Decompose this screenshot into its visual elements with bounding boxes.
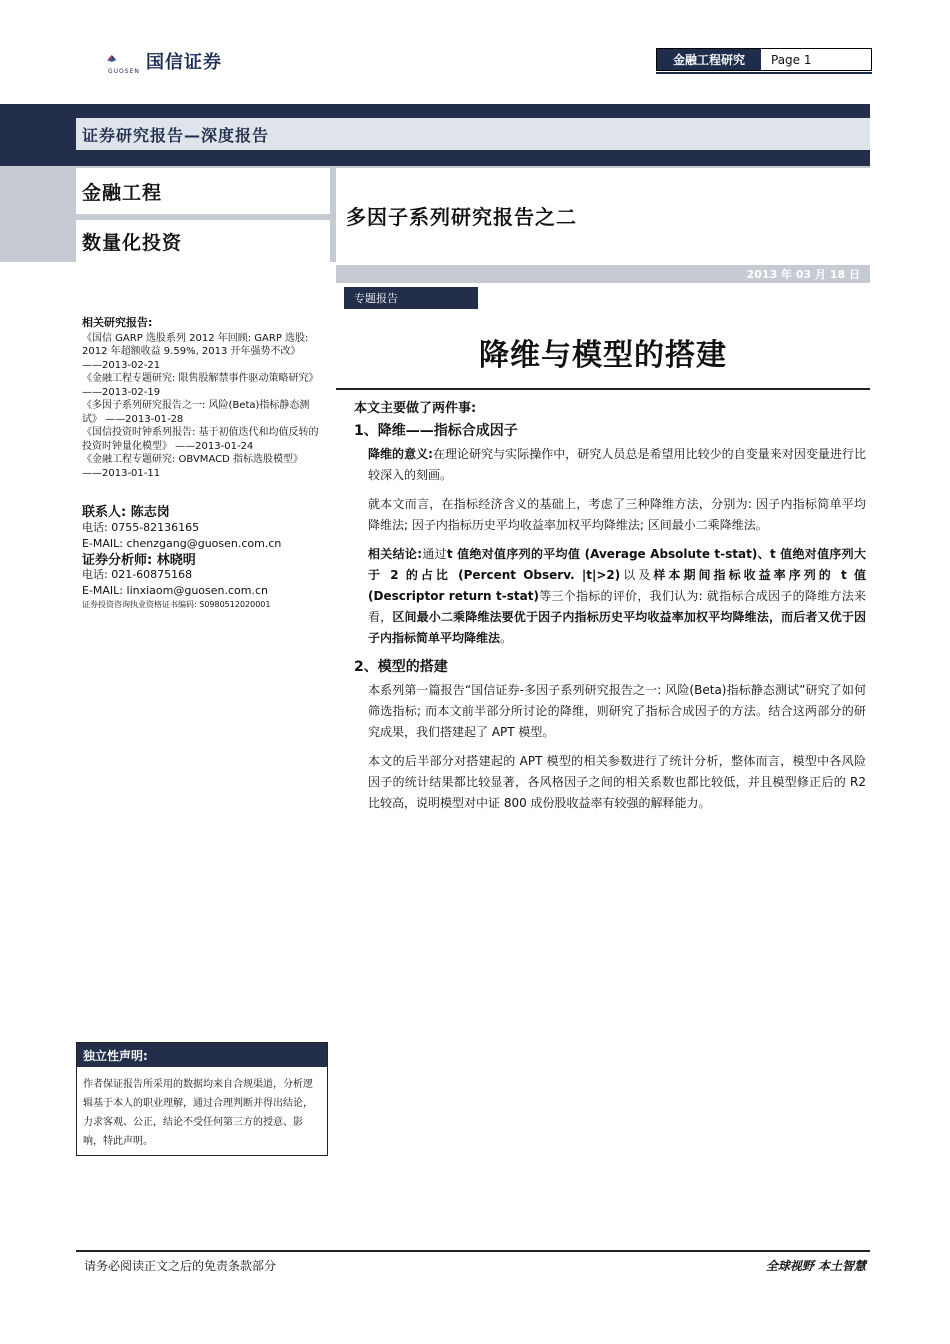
series-title: 多因子系列研究报告之二	[336, 168, 870, 262]
report-date: 2013 年 03 月 18 日	[336, 265, 870, 283]
analyst-label: 证券分析师: 林晓明	[82, 552, 196, 568]
independence-body: 作者保证报告所采用的数据均来自合规渠道，分析逻辑基于本人的职业理解，通过合理判断并得出结论，力求客观、公正，结论不受任何第三方的授意、影响，特此声明。	[83, 1079, 313, 1147]
sidebar	[82, 316, 322, 611]
section-1-para-3: 相关结论:通过t 值绝对值序列的平均值 (Average Absolute t-stat)、t 值绝对值序列大于 2 的占比 (Percent Observ. |t|>2)以及样本期间指标收益率序列的 t 值 (Descriptor return t-stat)等三个指标的评价，我们认为: 就指标合成因子的降维方法来看，区间最小二乘降维法要优于因子内指标历史平均收益率加权平均降维法，而后者又优于因子内指标简单平均降维法。	[368, 547, 867, 645]
title-rule	[336, 388, 870, 390]
related-item: 《金融工程专题研究: 限售股解禁事件驱动策略研究》 ——2013-02-19	[82, 373, 319, 398]
section-1-title: 1、降维——指标合成因子	[354, 423, 518, 439]
related-item: 《国信 GARP 选股系列 2012 年回顾: GARP 选股: 2012 年超额收益 9.59%, 2013 开年强势不改》 ——2013-02-21	[82, 332, 309, 371]
cert-number: 证券投资咨询执业资格证书编码: S0980512020001	[82, 600, 271, 609]
contact-label: 联系人: 陈志岗	[82, 505, 170, 520]
analyst-phone: 电话: 021-60875168	[82, 568, 193, 581]
report-type: 证券研究报告—深度报告	[76, 118, 870, 150]
independence-box	[76, 1042, 328, 1156]
contact-email[interactable]: E-MAIL: chenzgang@guosen.com.cn	[82, 536, 282, 550]
related-item: 《国信投资时钟系列报告: 基于初值迭代和均值反转的投资时钟量化模型》 ——2013-01-24	[82, 427, 319, 452]
related-item: 《多因子系列研究报告之一: 风险(Beta)指标静态测试》 ——2013-01-28	[82, 400, 310, 425]
category-primary: 金融工程	[76, 168, 330, 214]
section-1-para-2: 就本文而言，在指标经济含义的基础上，考虑了三种降维方法，分别为: 因子内指标简单平均降维法; 因子内指标历史平均收益率加权平均降维法; 区间最小二乘降维法。	[368, 497, 866, 532]
footer-slogan: 全球视野 本土智慧	[765, 1259, 866, 1273]
main-content	[354, 398, 866, 822]
section-1-para-1: 降维的意义:在理论研究与实际操作中，研究人员总是希望用比较少的自变量来对因变量进行比较深入的刻画。	[368, 447, 866, 482]
brand-name: 国信证券	[146, 52, 222, 73]
page-title: 降维与模型的搭建	[479, 338, 727, 373]
related-item: 《金融工程专题研究: OBVMACD 指标选股模型》 ——2013-01-11	[82, 454, 303, 479]
header-box	[656, 48, 872, 71]
summary-lead: 本文主要做了两件事:	[354, 401, 477, 416]
footer-disclaimer: 请务必阅读正文之后的免责条款部分	[84, 1259, 277, 1273]
brand-sub: GUOSEN	[108, 68, 140, 75]
related-heading: 相关研究报告:	[82, 316, 153, 329]
contact-phone: 电话: 0755-82136165	[82, 520, 200, 534]
report-tag: 专题报告	[344, 287, 478, 309]
section-2-para-1: 本系列第一篇报告“国信证券-多因子系列研究报告之一: 风险(Beta)指标静态测试”研究了如何筛选指标; 而本文前半部分所讨论的降维，则研究了指标合成因子的方法。结合这两部分的研究成果，我们搭建起了 APT 模型。	[368, 683, 866, 739]
header-dept: 金融工程研究	[657, 49, 761, 70]
independence-heading: 独立性声明:	[77, 1043, 327, 1067]
page-number: Page 1	[771, 52, 812, 67]
footer-rule	[76, 1250, 870, 1252]
header-rule	[656, 72, 872, 74]
category-secondary: 数量化投资	[76, 220, 330, 262]
section-2-title: 2、模型的搭建	[354, 659, 448, 675]
section-2-para-2: 本文的后半部分对搭建起的 APT 模型的相关参数进行了统计分析，整体而言，模型中各风险因子的统计结果都比较显著，各风格因子之间的相关系数也都比较低，并且模型修正后的 R2 比较高，说明模型对中证 800 成份股收益率有较强的解释能力。	[368, 754, 866, 810]
analyst-email[interactable]: E-MAIL: linxiaom@guosen.com.cn	[82, 584, 269, 597]
